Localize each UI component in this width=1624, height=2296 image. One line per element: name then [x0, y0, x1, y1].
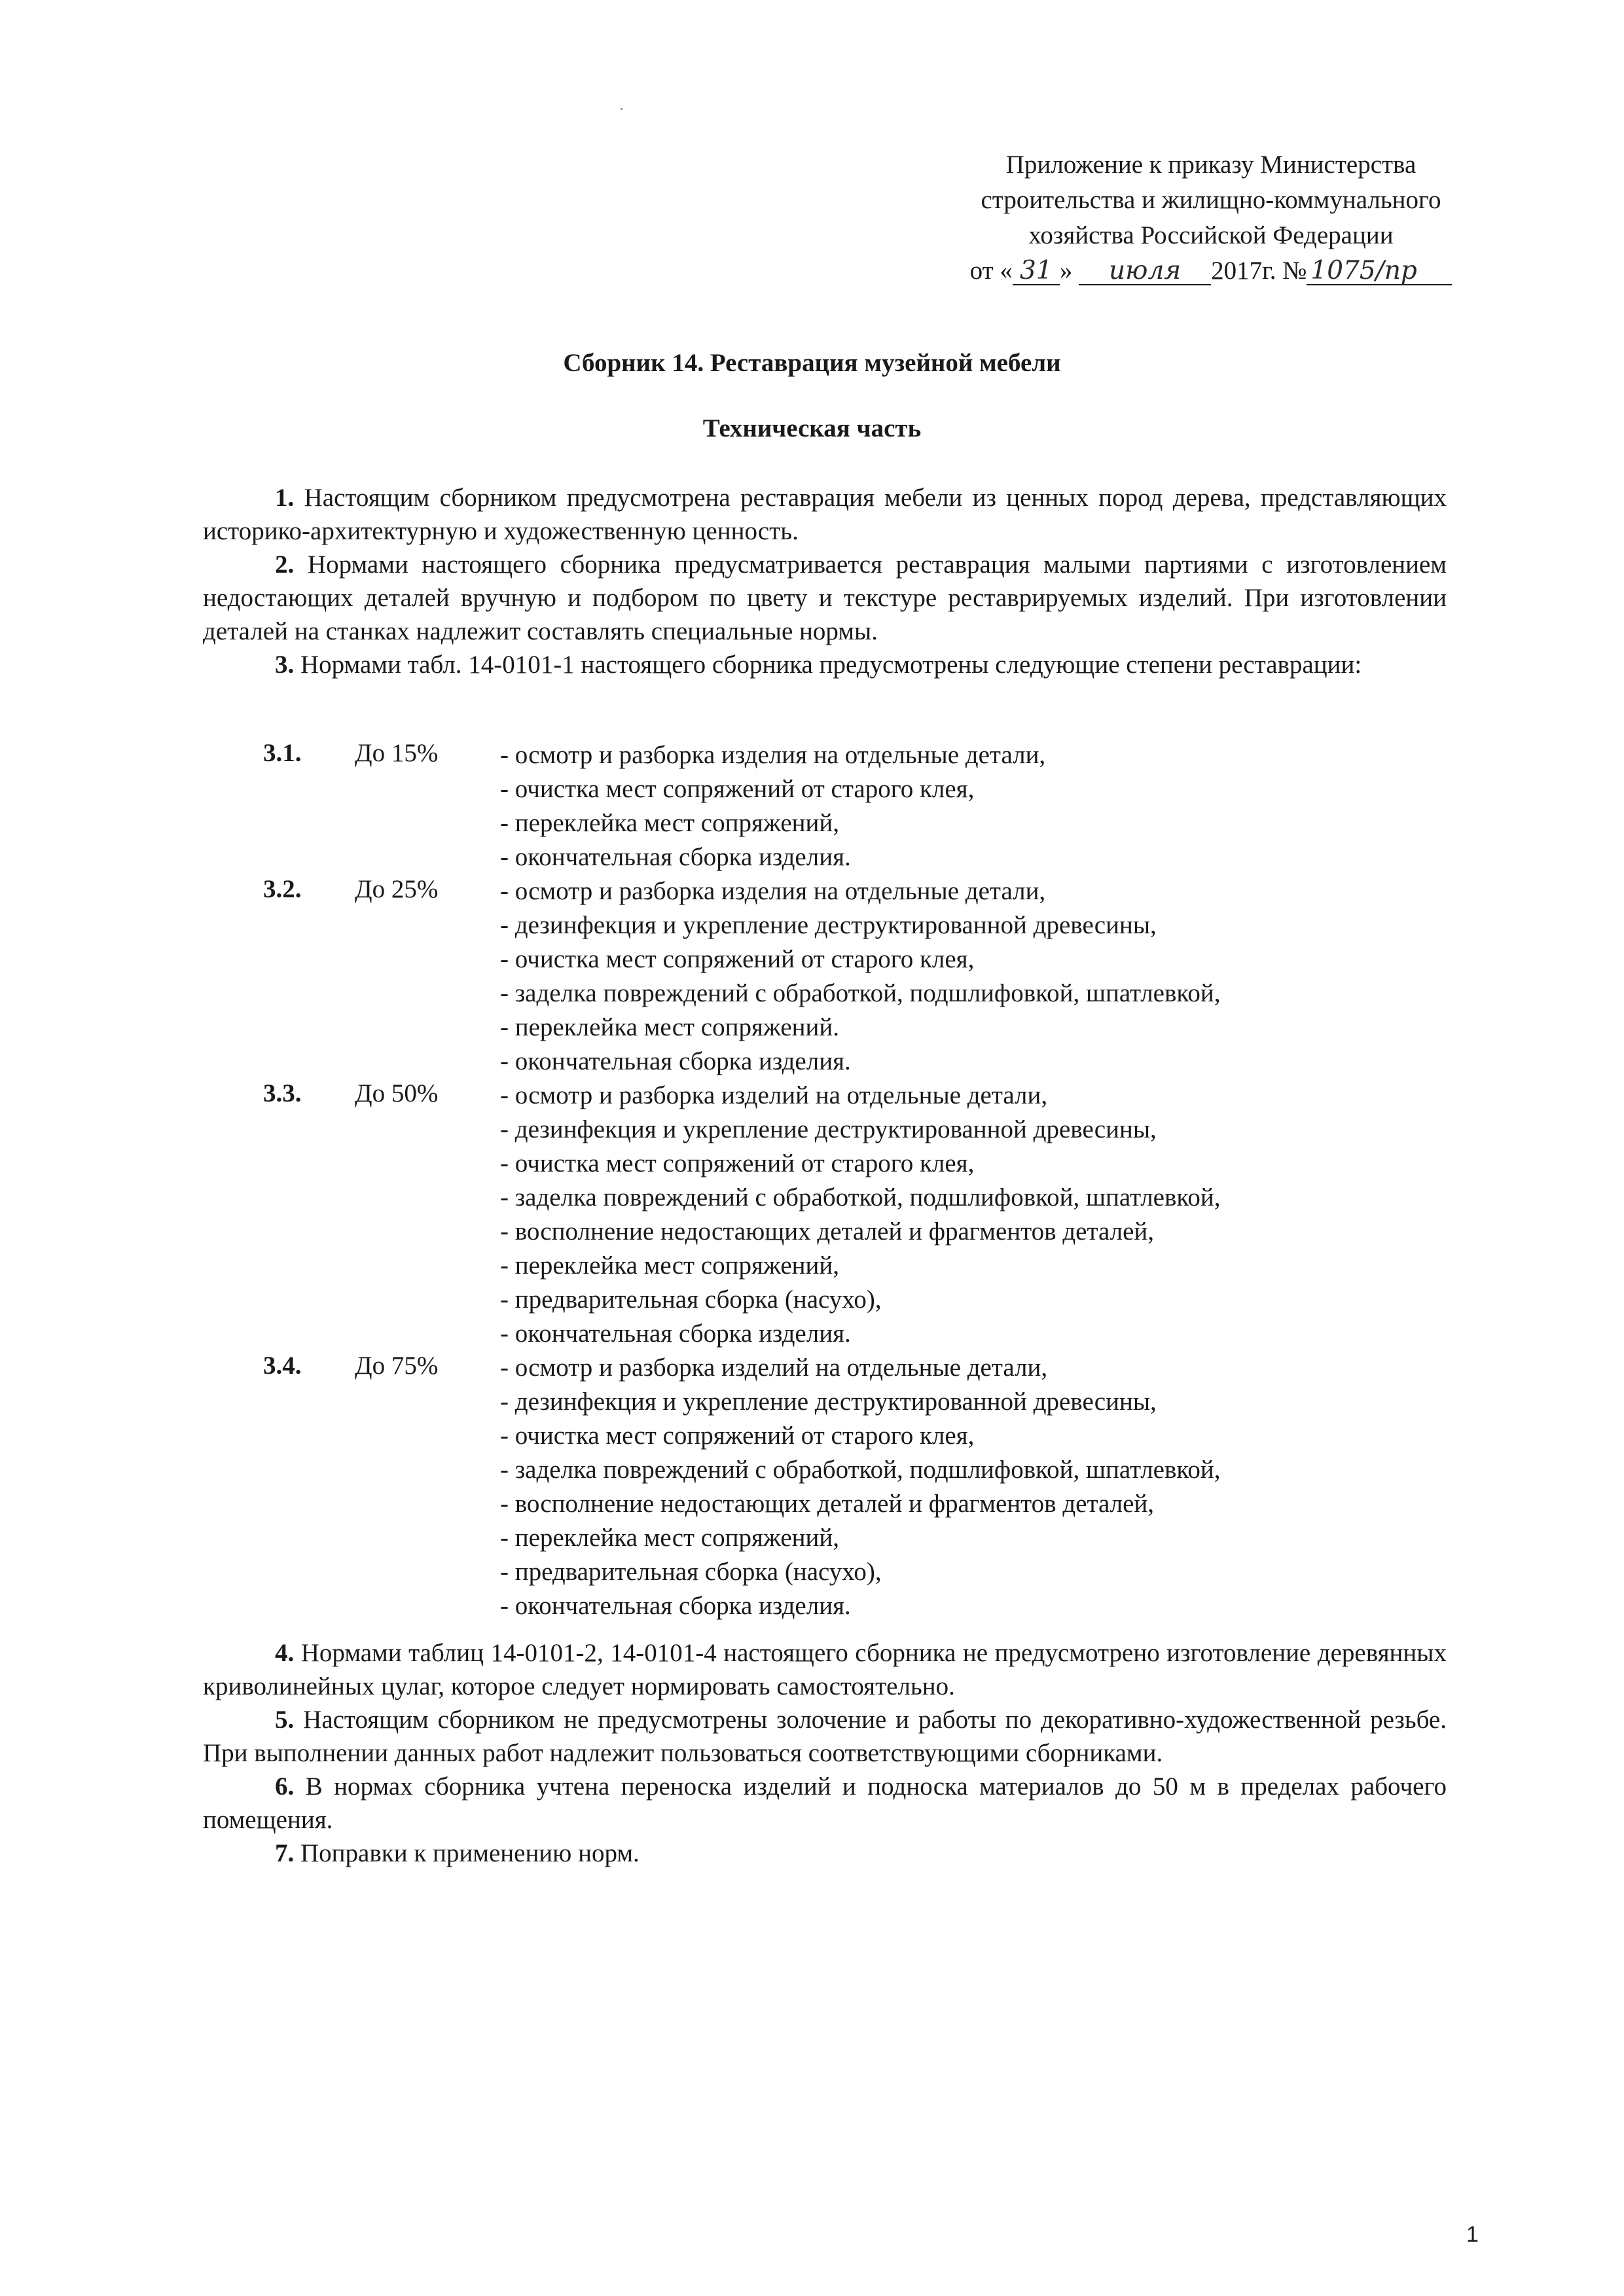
paragraph-text: Настоящим сборником не предусмотрены золочение и работы по декоративно-художественной резьбе. При выполнении данных работ надлежит пользоваться соответствующими сборниками. [203, 1706, 1447, 1767]
degree-item: - очистка мест сопряжений от старого клея, [500, 1422, 975, 1450]
degree-item: - переклейка мест сопряжений, [500, 1251, 840, 1280]
paragraph-1 [203, 481, 1447, 548]
degree-item: - дезинфекция и укрепление деструктированной древесины, [500, 1388, 1157, 1416]
degree-item: - осмотр и разборка изделия на отдельные детали, [500, 741, 1046, 769]
degree-percent: До 50% [355, 1079, 439, 1107]
paragraph-6 [203, 1770, 1447, 1837]
paragraph-3 [203, 648, 1447, 681]
degree-3-4 [263, 1351, 1221, 1623]
date-year: 2017г. № [1211, 257, 1307, 285]
header-line-2: строительства и жилищно-коммунального [981, 186, 1441, 214]
handwritten-month: июля [1079, 258, 1211, 285]
degree-item: - восполнение недостающих деталей и фрагментов деталей, [500, 1490, 1155, 1518]
page-number: 1 [1466, 2222, 1479, 2247]
header-line-1: Приложение к приказу Министерства [1005, 151, 1416, 179]
degree-item: - очистка мест сопряжений от старого клея, [500, 1149, 975, 1177]
degree-item: - очистка мест сопряжений от старого клея, [500, 775, 975, 803]
paragraphs-bottom [203, 1636, 1447, 1870]
degree-item: - переклейка мест сопряжений, [500, 1524, 840, 1552]
degree-percent: До 15% [355, 739, 439, 767]
degree-3-2 [263, 874, 1221, 1079]
paragraph-number: 5. [275, 1706, 295, 1734]
degree-item: - восполнение недостающих деталей и фрагментов деталей, [500, 1217, 1155, 1246]
paragraph-2 [203, 548, 1447, 648]
degree-item: - осмотр и разборка изделий на отдельные детали, [500, 1081, 1048, 1109]
paragraph-text: Настоящим сборником предусмотрена реставрация мебели из ценных пород дерева, представляющих историко-архитектурную и художественную ценность. [203, 484, 1447, 545]
paragraph-5 [203, 1703, 1447, 1770]
restoration-degrees-list [263, 738, 1221, 1623]
paragraph-text: Нормами табл. 14-0101-1 настоящего сборника предусмотрены следующие степени реставрации: [294, 651, 1362, 679]
paragraph-number: 1. [275, 484, 295, 512]
degree-number: 3.1. [263, 739, 302, 767]
degree-item: - предварительная сборка (насухо), [500, 1285, 882, 1314]
paragraph-text: Нормами настоящего сборника предусматривается реставрация малыми партиями с изготовлением недостающих деталей вручную и подбором по цвету и текстуре реставрируемых изделий. При изготовлении деталей на станках надлежит составлять специальные нормы. [203, 550, 1447, 645]
degree-3-3 [263, 1079, 1221, 1351]
handwritten-order-number: 1075/пр [1307, 258, 1452, 285]
degree-item: - окончательная сборка изделия. [500, 843, 851, 871]
paragraph-number: 6. [275, 1772, 295, 1801]
degree-percent: До 25% [355, 875, 439, 903]
degree-item: - заделка повреждений с обработкой, подшлифовкой, шпатлевкой, [500, 979, 1221, 1007]
handwritten-day: 31 [1013, 258, 1060, 285]
degree-item: - очистка мест сопряжений от старого клея, [500, 945, 975, 973]
paragraph-number: 2. [275, 550, 295, 579]
degree-item: - окончательная сборка изделия. [500, 1592, 851, 1620]
degree-item: - дезинфекция и укрепление деструктированной древесины, [500, 1115, 1157, 1143]
header-date-line [916, 253, 1506, 289]
order-reference-block [916, 147, 1506, 289]
paragraph-number: 7. [275, 1839, 295, 1867]
degree-item: - заделка повреждений с обработкой, подшлифовкой, шпатлевкой, [500, 1456, 1221, 1484]
paragraph-text: Нормами таблиц 14-0101-2, 14-0101-4 настоящего сборника не предусмотрено изготовление деревянных криволинейных цулаг, которое следует нормировать самостоятельно. [203, 1639, 1447, 1700]
degree-item: - осмотр и разборка изделий на отдельные детали, [500, 1354, 1048, 1382]
paragraph-number: 3. [275, 651, 295, 679]
paragraph-7 [203, 1837, 1447, 1870]
degree-number: 3.4. [263, 1352, 302, 1380]
paragraph-text: В нормах сборника учтена переноска изделий и подноска материалов до 50 м в пределах рабочего помещения. [203, 1772, 1447, 1834]
paragraphs-top [203, 481, 1447, 681]
paragraph-4 [203, 1636, 1447, 1703]
degree-item: - окончательная сборка изделия. [500, 1319, 851, 1348]
degree-item: - переклейка мест сопряжений. [500, 1013, 840, 1041]
degree-item: - окончательная сборка изделия. [500, 1047, 851, 1075]
section-subtitle: Техническая часть [702, 414, 922, 442]
date-mid: » [1059, 257, 1073, 285]
date-prefix: от « [969, 257, 1013, 285]
degree-item: - дезинфекция и укрепление деструктированной древесины, [500, 911, 1157, 939]
degree-item: - предварительная сборка (насухо), [500, 1558, 882, 1586]
degree-item: - осмотр и разборка изделия на отдельные детали, [500, 877, 1046, 905]
document-title: Сборник 14. Реставрация музейной мебели [563, 349, 1061, 377]
degree-percent: До 75% [355, 1352, 439, 1380]
degree-number: 3.2. [263, 875, 302, 903]
degree-item: - заделка повреждений с обработкой, подшлифовкой, шпатлевкой, [500, 1183, 1221, 1211]
degree-number: 3.3. [263, 1079, 302, 1107]
degree-item: - переклейка мест сопряжений, [500, 809, 840, 837]
paragraph-number: 4. [275, 1639, 295, 1667]
header-line-3: хозяйства Российской Федерации [1028, 221, 1394, 249]
degree-3-1 [263, 738, 1221, 874]
scan-speck [621, 108, 623, 110]
paragraph-text: Поправки к применению норм. [294, 1839, 640, 1867]
